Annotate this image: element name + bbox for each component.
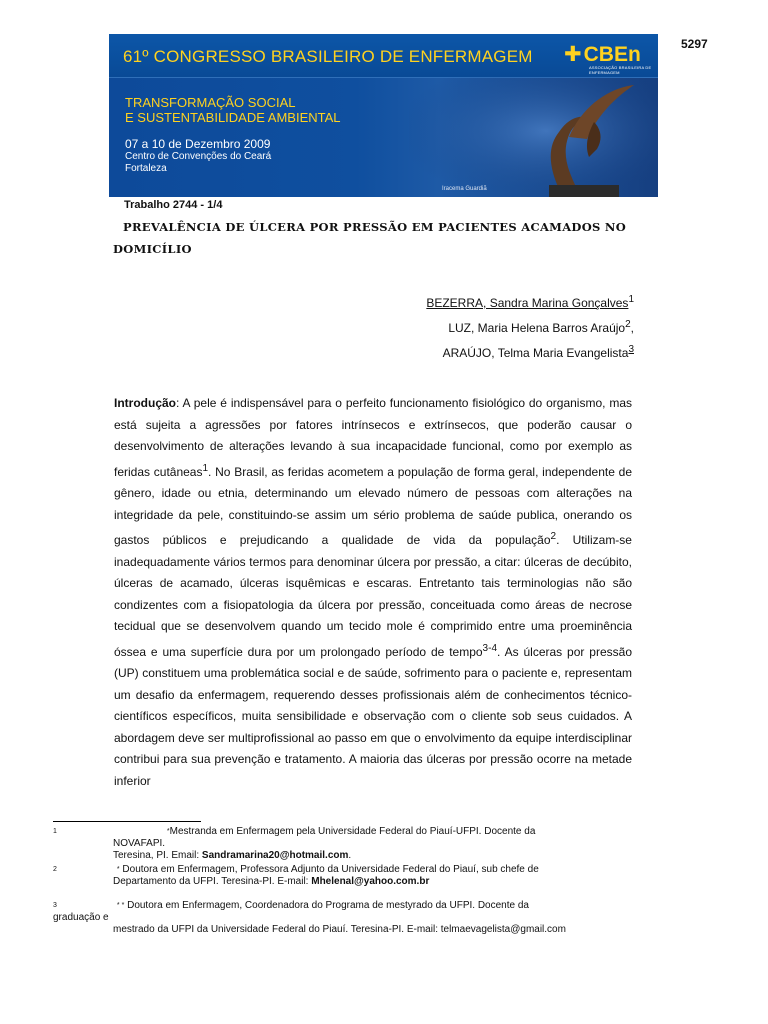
title-line-1: PREVALÊNCIA DE ÚLCERA POR PRESSÃO EM PACIENTES ACAMADOS NO: [123, 220, 627, 234]
footnote-text: Teresina, PI. Email:: [113, 850, 202, 861]
citation: 1: [202, 462, 209, 474]
theme-line-1: TRANSFORMAÇÃO SOCIAL: [125, 95, 296, 110]
footnote-email: Sandramarina20@hotmail.com: [201, 850, 349, 861]
footnote-mark: *: [166, 828, 170, 835]
affiliation-mark: 1: [628, 294, 634, 305]
footnote-2: [53, 864, 613, 888]
theme-line-2: E SUSTENTABILIDADE AMBIENTAL: [125, 110, 341, 125]
image-caption: Iracema Guardiã: [442, 186, 487, 192]
footnote-text: NOVAFAPI.: [113, 838, 166, 849]
footnote-number: 1: [53, 828, 57, 835]
page-number: 5297: [681, 37, 708, 51]
congress-banner: [109, 34, 658, 197]
footnote-number: 3: [53, 902, 57, 909]
footnote-text: Doutora em Enfermagem, Professora Adjunto da Universidade Federal do Piauí, sub chefe de: [119, 864, 539, 875]
author-1: [426, 289, 634, 314]
author-2: [426, 314, 634, 339]
footnote-text: Departamento da UFPI. Teresina-PI. E-mail:: [113, 876, 312, 887]
affiliation-mark: 3: [628, 344, 634, 355]
article-title: [113, 216, 633, 260]
logo-text: CBEn: [583, 43, 641, 66]
footnote-text: .: [348, 850, 352, 861]
footnote-text: mestrado da UFPI da Universidade Federal do Piauí. Teresina-PI. E-mail: telmaevagelista@gmail.com: [113, 924, 566, 935]
banner-date: 07 a 10 de Dezembro 2009: [125, 137, 271, 151]
introduction-paragraph: [114, 393, 632, 792]
citation: 2: [550, 531, 557, 542]
cross-icon: ✚: [564, 43, 582, 66]
footnote-email: Mhelenal@yahoo.com.br: [311, 876, 430, 887]
body-text: . Utilizam-se inadequadamente vários termos para denominar úlcera por pressão, a citar: úlceras de decúbito, úlceras de acamado, úlceras isquêmicas e escaras. Entretanto tais terminologias não são condizentes com a fisiopatologia da úlcera por pressão, conceituada como áreas de necrose tecidual que se desenvolvem quando um tecido mole é comprimido entre uma proeminência óssea e uma superfície dura por um prolongado período de tempo: [114, 533, 632, 659]
body-text: . No Brasil, as feridas acometem a população de forma geral, independente de gênero, idade ou etnia, determinando um elevado número de pessoas com alterações na integridade da pele, constituindo-se assim um sério problema de saúde publica, onerando os gastos públicos e prejudicando a qualidade de vida da população: [114, 464, 632, 547]
banner-theme: [125, 95, 341, 125]
footnote-text: Mestranda em Enfermagem pela Universidade Federal do Piauí-UFPI. Docente da: [169, 826, 536, 837]
banner-title: 61º CONGRESSO BRASILEIRO DE ENFERMAGEM: [123, 47, 533, 66]
venue-line-2: Fortaleza: [125, 163, 167, 174]
banner-venue: [125, 151, 271, 175]
section-label: Introdução: [114, 396, 176, 410]
title-line-2: DOMICÍLIO: [113, 242, 192, 256]
separator: ,: [630, 321, 634, 335]
footnote-mark: *: [116, 866, 120, 873]
footnote-mark: * *: [116, 902, 125, 909]
footnote-number: 2: [53, 866, 57, 873]
author-name: ARAÚJO, Telma Maria Evangelista: [442, 346, 629, 360]
footnote-divider: [53, 821, 201, 822]
logo-subtitle: ASSOCIAÇÃO BRASILEIRA DE ENFERMAGEM: [589, 65, 652, 75]
author-list: [426, 289, 634, 364]
footnote-text: Doutora em Enfermagem, Coordenadora do Programa de mestyrado da UFPI. Docente da: [124, 900, 529, 911]
work-label: Trabalho 2744 - 1/4: [124, 199, 223, 211]
affiliation-mark: 2: [625, 319, 631, 330]
author-name: LUZ, Maria Helena Barros Araújo: [448, 321, 626, 335]
footnote-text: graduação e: [53, 912, 109, 923]
author-3: [426, 339, 634, 364]
venue-line-1: Centro de Convenções do Ceará: [125, 151, 272, 162]
citation: 3-4: [482, 642, 497, 654]
cben-logo: [564, 42, 641, 67]
author-name: BEZERRA, Sandra Marina Gonçalves: [426, 296, 629, 310]
body-text: : A pele é indispensável para o perfeito funcionamento fisiológico do organismo, mas está sujeita a agressões por fatores intrínsecos e extrínsecos, que poderão causar o desenvolvimento de alterações levando à sua incapacidade funcional, como por exemplo as feridas cutâneas: [114, 396, 632, 479]
body-text: . As úlceras por pressão (UP) constituem uma problemática social e de saúde, sofrimento para o paciente e, representam um desafio da enfermagem, requerendo desses profissionais além de conhecimentos técnico-científicos específicos, muita sensibilidade e observação com o cliente sob seus cuidados. A abordagem deve ser multiprofissional ao passo em que o envolvimento da equipe interdisciplinar contribui para sua prevenção e tratamento. A maioria das úlceras por pressão ocorre na metade inferior: [114, 644, 632, 788]
statue-image: [409, 77, 658, 197]
footnote-3: [53, 900, 643, 936]
footnote-1: [53, 826, 613, 862]
